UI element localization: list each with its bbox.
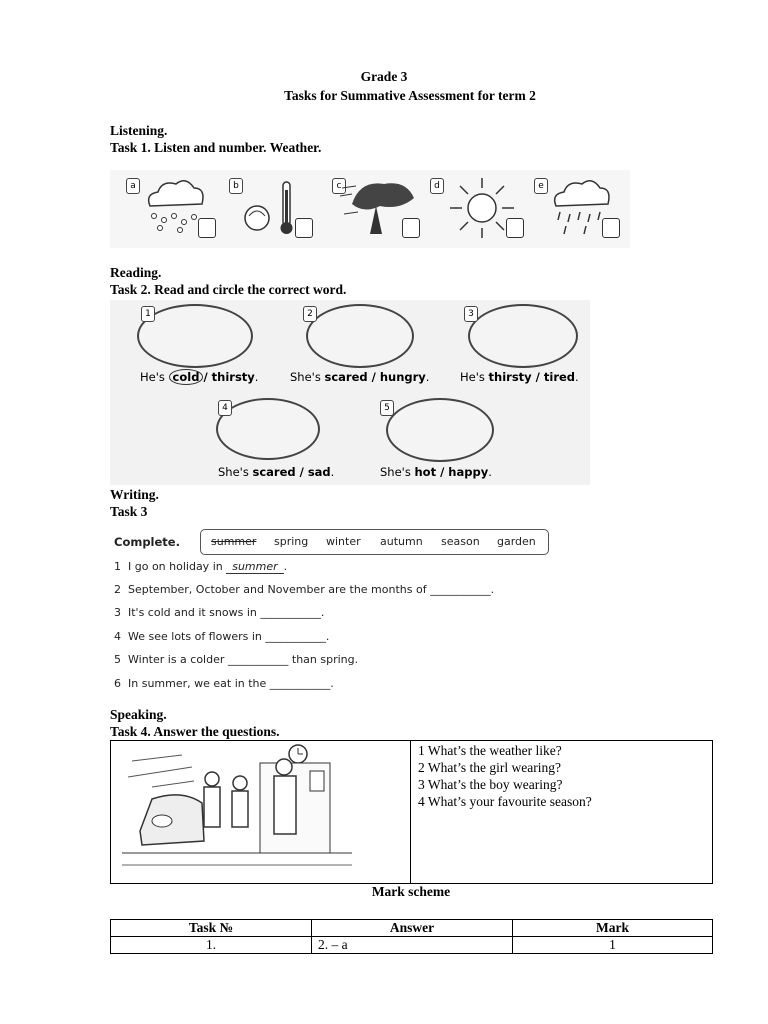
reading-sentence-1: He's cold / thirsty. [140, 370, 259, 384]
reading-sentence-5: She's hot / happy. [380, 465, 492, 479]
item-number: 1 [141, 306, 155, 322]
label-d: d [430, 178, 444, 194]
writing-sentence-6[interactable]: 6 In summer, we eat in the ___________. [114, 677, 334, 690]
writing-sentence-1: 1 I go on holiday in summer . [114, 560, 288, 573]
option-word[interactable]: happy [448, 465, 489, 479]
answer-box-c[interactable] [402, 218, 420, 238]
picture-3 [468, 304, 578, 368]
reading-pictures [110, 300, 590, 485]
option-word[interactable]: thirsty [488, 370, 532, 384]
section-listening: Listening. [110, 123, 168, 138]
label-b: b [229, 178, 243, 194]
section-reading: Reading. [110, 265, 162, 280]
item-number: 3 [464, 306, 478, 322]
cell-task: 1. [111, 937, 312, 954]
answer-box-a[interactable] [198, 218, 216, 238]
task4-heading: Task 4. Answer the questions. [110, 724, 280, 739]
word-option: garden [497, 535, 536, 548]
word-option: season [441, 535, 480, 548]
item-number: 5 [380, 400, 394, 416]
question-2: 2 What’s the girl wearing? [418, 760, 561, 775]
cell-mark: 1 [513, 937, 713, 954]
option-word[interactable]: hot [414, 465, 437, 479]
option-word[interactable]: sad [307, 465, 331, 479]
circled-word[interactable]: cold [169, 369, 204, 385]
item-number: 2 [303, 306, 317, 322]
label-e: e [534, 178, 548, 194]
answer-box-d[interactable] [506, 218, 524, 238]
option-word[interactable]: scared [324, 370, 368, 384]
section-writing: Writing. [110, 487, 159, 502]
reading-sentence-2: She's scared / hungry. [290, 370, 430, 384]
section-speaking: Speaking. [110, 707, 167, 722]
option-word[interactable]: scared [252, 465, 296, 479]
answer-box-e[interactable] [602, 218, 620, 238]
col-header-answer: Answer [312, 920, 513, 937]
page-title: Tasks for Summative Assessment for term 2 [284, 88, 536, 103]
item-number: 4 [218, 400, 232, 416]
option-word[interactable]: hungry [379, 370, 426, 384]
writing-sentence-4[interactable]: 4 We see lots of flowers in ___________. [114, 630, 330, 643]
complete-label: Complete. [114, 535, 180, 549]
task2-heading: Task 2. Read and circle the correct word. [110, 282, 347, 297]
option-word[interactable]: thirsty [211, 370, 255, 384]
mark-scheme-table [110, 919, 713, 954]
writing-exercise [110, 524, 565, 696]
question-1: 1 What’s the weather like? [418, 743, 562, 758]
question-4: 4 What’s your favourite season? [418, 794, 592, 809]
writing-sentence-5[interactable]: 5 Winter is a colder ___________ than spring. [114, 653, 359, 666]
table-left-edge [110, 741, 111, 883]
option-word[interactable]: tired [543, 370, 576, 384]
word-box [200, 529, 549, 555]
weather-pictures [110, 170, 630, 248]
cell-answer: 2. – a [312, 937, 513, 954]
picture-5 [386, 398, 494, 462]
reading-sentence-4: She's scared / sad. [218, 465, 335, 479]
task3-heading: Task 3 [110, 504, 148, 519]
writing-sentence-2[interactable]: 2 September, October and November are the months of ___________. [114, 583, 495, 596]
label-a: a [126, 178, 140, 194]
example-answer: summer [226, 560, 283, 574]
word-option: spring [274, 535, 309, 548]
answer-box-b[interactable] [295, 218, 313, 238]
picture-2 [306, 304, 414, 368]
table-header-row [111, 920, 713, 937]
mark-scheme-title: Mark scheme [371, 884, 451, 899]
task1-heading: Task 1. Listen and number. Weather. [110, 140, 322, 155]
street-scene-picture [122, 741, 352, 879]
question-3: 3 What’s the boy wearing? [418, 777, 563, 792]
table-row [111, 937, 713, 954]
speaking-table [110, 740, 713, 884]
col-header-task: Task № [111, 920, 312, 937]
word-option: autumn [380, 535, 423, 548]
table-divider [410, 741, 411, 883]
label-c: c [332, 178, 346, 194]
grade-title: Grade 3 [360, 69, 408, 84]
word-option: winter [326, 535, 361, 548]
col-header-mark: Mark [513, 920, 713, 937]
word-crossed: summer [211, 535, 257, 548]
reading-sentence-3: He's thirsty / tired. [460, 370, 579, 384]
questions-list [418, 742, 708, 810]
writing-sentence-3[interactable]: 3 It's cold and it snows in ___________. [114, 606, 325, 619]
